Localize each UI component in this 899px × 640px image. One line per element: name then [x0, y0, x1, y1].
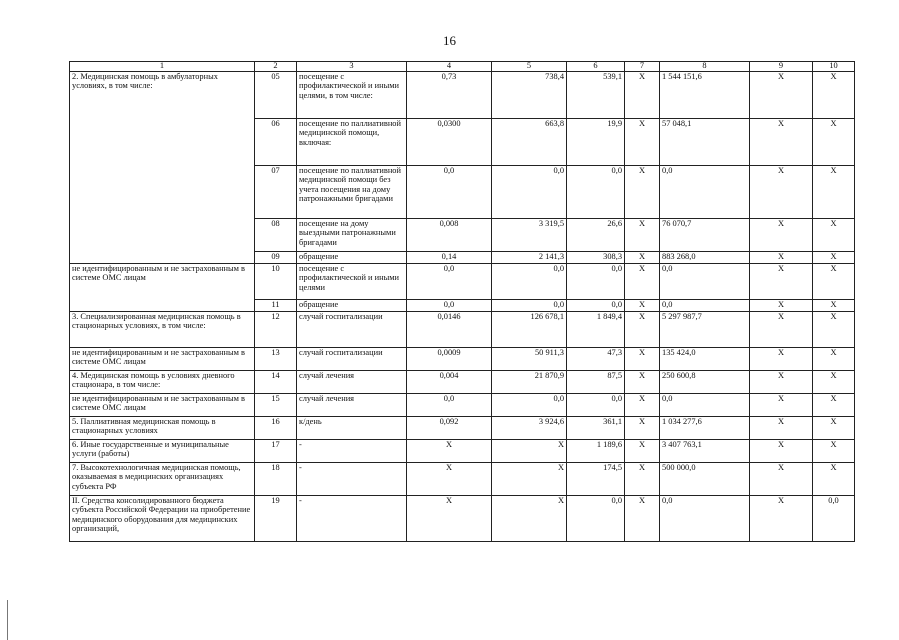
cell-col-7: Х	[625, 312, 660, 348]
cell-col-9: Х	[750, 348, 813, 371]
cell-col-5: 0,0	[492, 264, 567, 300]
cell-col-8: 0,0	[660, 394, 750, 417]
cell-col-6: 26,6	[567, 219, 625, 252]
table-row	[70, 72, 855, 119]
header-cell: 1	[70, 62, 255, 72]
cell-col-9: Х	[750, 264, 813, 300]
cell-col-4: 0,14	[407, 252, 492, 264]
cell-col-7: Х	[625, 496, 660, 542]
cell-col-6: 47,3	[567, 348, 625, 371]
cell-col-6: 0,0	[567, 166, 625, 219]
cell-col-2: 18	[255, 463, 297, 496]
cell-col-8: 500 000,0	[660, 463, 750, 496]
cell-col-9: Х	[750, 219, 813, 252]
cell-col-10: Х	[813, 166, 855, 219]
cell-col-2: 16	[255, 417, 297, 440]
cell-col-7: Х	[625, 252, 660, 264]
cell-col-5: 126 678,1	[492, 312, 567, 348]
cell-col-2: 12	[255, 312, 297, 348]
cell-col-8: 5 297 987,7	[660, 312, 750, 348]
cell-col-4: 0,0009	[407, 348, 492, 371]
cell-col-2: 17	[255, 440, 297, 463]
cell-col-7: Х	[625, 371, 660, 394]
header-cell: 7	[625, 62, 660, 72]
cell-col-2: 07	[255, 166, 297, 219]
cell-col-10: Х	[813, 371, 855, 394]
cell-col-3: обращение	[297, 252, 407, 264]
cell-col-10: Х	[813, 348, 855, 371]
cell-col-6: 174,5	[567, 463, 625, 496]
header-cell: 3	[297, 62, 407, 72]
cell-col-3: к/день	[297, 417, 407, 440]
cell-col-1: 3. Специализированная медицинская помощь в стационарных условиях, в том числе:	[70, 312, 255, 348]
cell-col-9: Х	[750, 119, 813, 166]
cell-col-3: случай лечения	[297, 371, 407, 394]
cell-col-5: 3 924,6	[492, 417, 567, 440]
table-row	[70, 417, 855, 440]
header-cell: 2	[255, 62, 297, 72]
cell-col-6: 1 849,4	[567, 312, 625, 348]
cell-col-9: Х	[750, 371, 813, 394]
cell-col-8: 0,0	[660, 496, 750, 542]
header-cell: 5	[492, 62, 567, 72]
cell-col-10: 0,0	[813, 496, 855, 542]
cell-col-6: 539,1	[567, 72, 625, 119]
cell-col-9: Х	[750, 252, 813, 264]
cell-col-7: Х	[625, 219, 660, 252]
cell-col-10: Х	[813, 312, 855, 348]
header-cell: 8	[660, 62, 750, 72]
scan-edge-mark	[7, 600, 8, 640]
data-table	[69, 61, 855, 542]
table-row	[70, 264, 855, 300]
table-row	[70, 371, 855, 394]
cell-col-2: 05	[255, 72, 297, 119]
cell-col-4: Х	[407, 496, 492, 542]
table-row	[70, 348, 855, 371]
cell-col-8: 0,0	[660, 166, 750, 219]
cell-col-5: 3 319,5	[492, 219, 567, 252]
cell-col-7: Х	[625, 394, 660, 417]
cell-col-4: 0,0	[407, 166, 492, 219]
cell-col-9: Х	[750, 166, 813, 219]
cell-col-3: -	[297, 440, 407, 463]
cell-col-2: 15	[255, 394, 297, 417]
cell-col-3: -	[297, 496, 407, 542]
cell-col-1: 2. Медицинская помощь в амбулаторных условиях, в том числе:	[70, 72, 255, 264]
cell-col-1: II. Средства консолидированного бюджета субъекта Российской Федерации на приобретение медицинского оборудования для медицинских организаций,	[70, 496, 255, 542]
cell-col-3: случай госпитализации	[297, 348, 407, 371]
table-row	[70, 440, 855, 463]
cell-col-7: Х	[625, 264, 660, 300]
cell-col-5: 663,8	[492, 119, 567, 166]
cell-col-2: 06	[255, 119, 297, 166]
cell-col-2: 11	[255, 300, 297, 312]
table-row	[70, 394, 855, 417]
cell-col-4: 0,0	[407, 394, 492, 417]
cell-col-8: 57 048,1	[660, 119, 750, 166]
cell-col-7: Х	[625, 166, 660, 219]
cell-col-8: 0,0	[660, 264, 750, 300]
cell-col-5: 2 141,3	[492, 252, 567, 264]
cell-col-3: случай лечения	[297, 394, 407, 417]
cell-col-8: 135 424,0	[660, 348, 750, 371]
table-row	[70, 463, 855, 496]
cell-col-4: 0,0300	[407, 119, 492, 166]
cell-col-4: Х	[407, 463, 492, 496]
cell-col-4: 0,092	[407, 417, 492, 440]
cell-col-4: 0,0	[407, 300, 492, 312]
cell-col-6: 0,0	[567, 394, 625, 417]
cell-col-9: Х	[750, 394, 813, 417]
cell-col-5: 21 870,9	[492, 371, 567, 394]
cell-col-7: Х	[625, 119, 660, 166]
table-row	[70, 496, 855, 542]
header-row	[70, 62, 855, 72]
cell-col-1: не идентифицированным и не застрахованным в системе ОМС лицам	[70, 394, 255, 417]
cell-col-4: 0,008	[407, 219, 492, 252]
cell-col-3: посещение по паллиативной медицинской помощи, включая:	[297, 119, 407, 166]
cell-col-3: посещение с профилактической и иными целями	[297, 264, 407, 300]
cell-col-6: 19,9	[567, 119, 625, 166]
cell-col-2: 10	[255, 264, 297, 300]
cell-col-8: 1 544 151,6	[660, 72, 750, 119]
cell-col-7: Х	[625, 300, 660, 312]
cell-col-10: Х	[813, 300, 855, 312]
cell-col-1: не идентифицированным и не застрахованным в системе ОМС лицам	[70, 264, 255, 312]
cell-col-10: Х	[813, 119, 855, 166]
cell-col-3: посещение на дому выездными патронажными бригадами	[297, 219, 407, 252]
cell-col-3: обращение	[297, 300, 407, 312]
cell-col-8: 0,0	[660, 300, 750, 312]
cell-col-5: Х	[492, 463, 567, 496]
table-row	[70, 312, 855, 348]
cell-col-10: Х	[813, 252, 855, 264]
cell-col-2: 08	[255, 219, 297, 252]
cell-col-8: 883 268,0	[660, 252, 750, 264]
header-cell: 9	[750, 62, 813, 72]
cell-col-10: Х	[813, 463, 855, 496]
cell-col-4: 0,73	[407, 72, 492, 119]
cell-col-3: -	[297, 463, 407, 496]
cell-col-7: Х	[625, 72, 660, 119]
cell-col-10: Х	[813, 394, 855, 417]
cell-col-7: Х	[625, 463, 660, 496]
cell-col-4: 0,0	[407, 264, 492, 300]
cell-col-2: 09	[255, 252, 297, 264]
cell-col-5: Х	[492, 440, 567, 463]
cell-col-7: Х	[625, 440, 660, 463]
cell-col-4: 0,004	[407, 371, 492, 394]
cell-col-6: 0,0	[567, 264, 625, 300]
cell-col-10: Х	[813, 264, 855, 300]
cell-col-6: 0,0	[567, 300, 625, 312]
cell-col-9: Х	[750, 440, 813, 463]
cell-col-1: 4. Медицинская помощь в условиях дневного стационара, в том числе:	[70, 371, 255, 394]
cell-col-10: Х	[813, 417, 855, 440]
cell-col-4: Х	[407, 440, 492, 463]
cell-col-6: 1 189,6	[567, 440, 625, 463]
cell-col-9: Х	[750, 417, 813, 440]
cell-col-1: 5. Паллиативная медицинская помощь в стационарных условиях	[70, 417, 255, 440]
cell-col-10: Х	[813, 219, 855, 252]
cell-col-9: Х	[750, 300, 813, 312]
cell-col-10: Х	[813, 72, 855, 119]
cell-col-2: 14	[255, 371, 297, 394]
cell-col-1: не идентифицированным и не застрахованным в системе ОМС лицам	[70, 348, 255, 371]
cell-col-6: 87,5	[567, 371, 625, 394]
cell-col-9: Х	[750, 72, 813, 119]
header-cell: 4	[407, 62, 492, 72]
cell-col-3: посещение с профилактической и иными целями, в том числе:	[297, 72, 407, 119]
cell-col-9: Х	[750, 463, 813, 496]
cell-col-6: 308,3	[567, 252, 625, 264]
cell-col-8: 250 600,8	[660, 371, 750, 394]
cell-col-8: 3 407 763,1	[660, 440, 750, 463]
cell-col-9: Х	[750, 312, 813, 348]
header-cell: 6	[567, 62, 625, 72]
cell-col-9: Х	[750, 496, 813, 542]
cell-col-1: 6. Иные государственные и муниципальные услуги (работы)	[70, 440, 255, 463]
cell-col-5: 50 911,3	[492, 348, 567, 371]
cell-col-3: посещение по паллиативной медицинской помощи без учета посещения на дому патронажными бригадами	[297, 166, 407, 219]
cell-col-3: случай госпитализации	[297, 312, 407, 348]
header-cell: 10	[813, 62, 855, 72]
cell-col-6: 0,0	[567, 496, 625, 542]
cell-col-1: 7. Высокотехнологичная медицинская помощь, оказываемая в медицинских организациях субъекта РФ	[70, 463, 255, 496]
cell-col-7: Х	[625, 417, 660, 440]
cell-col-5: Х	[492, 496, 567, 542]
cell-col-2: 19	[255, 496, 297, 542]
cell-col-7: Х	[625, 348, 660, 371]
page-number: 16	[443, 33, 456, 48]
cell-col-8: 76 070,7	[660, 219, 750, 252]
cell-col-5: 738,4	[492, 72, 567, 119]
cell-col-5: 0,0	[492, 300, 567, 312]
cell-col-4: 0,0146	[407, 312, 492, 348]
cell-col-6: 361,1	[567, 417, 625, 440]
cell-col-5: 0,0	[492, 394, 567, 417]
cell-col-2: 13	[255, 348, 297, 371]
cell-col-10: Х	[813, 440, 855, 463]
cell-col-5: 0,0	[492, 166, 567, 219]
cell-col-8: 1 034 277,6	[660, 417, 750, 440]
